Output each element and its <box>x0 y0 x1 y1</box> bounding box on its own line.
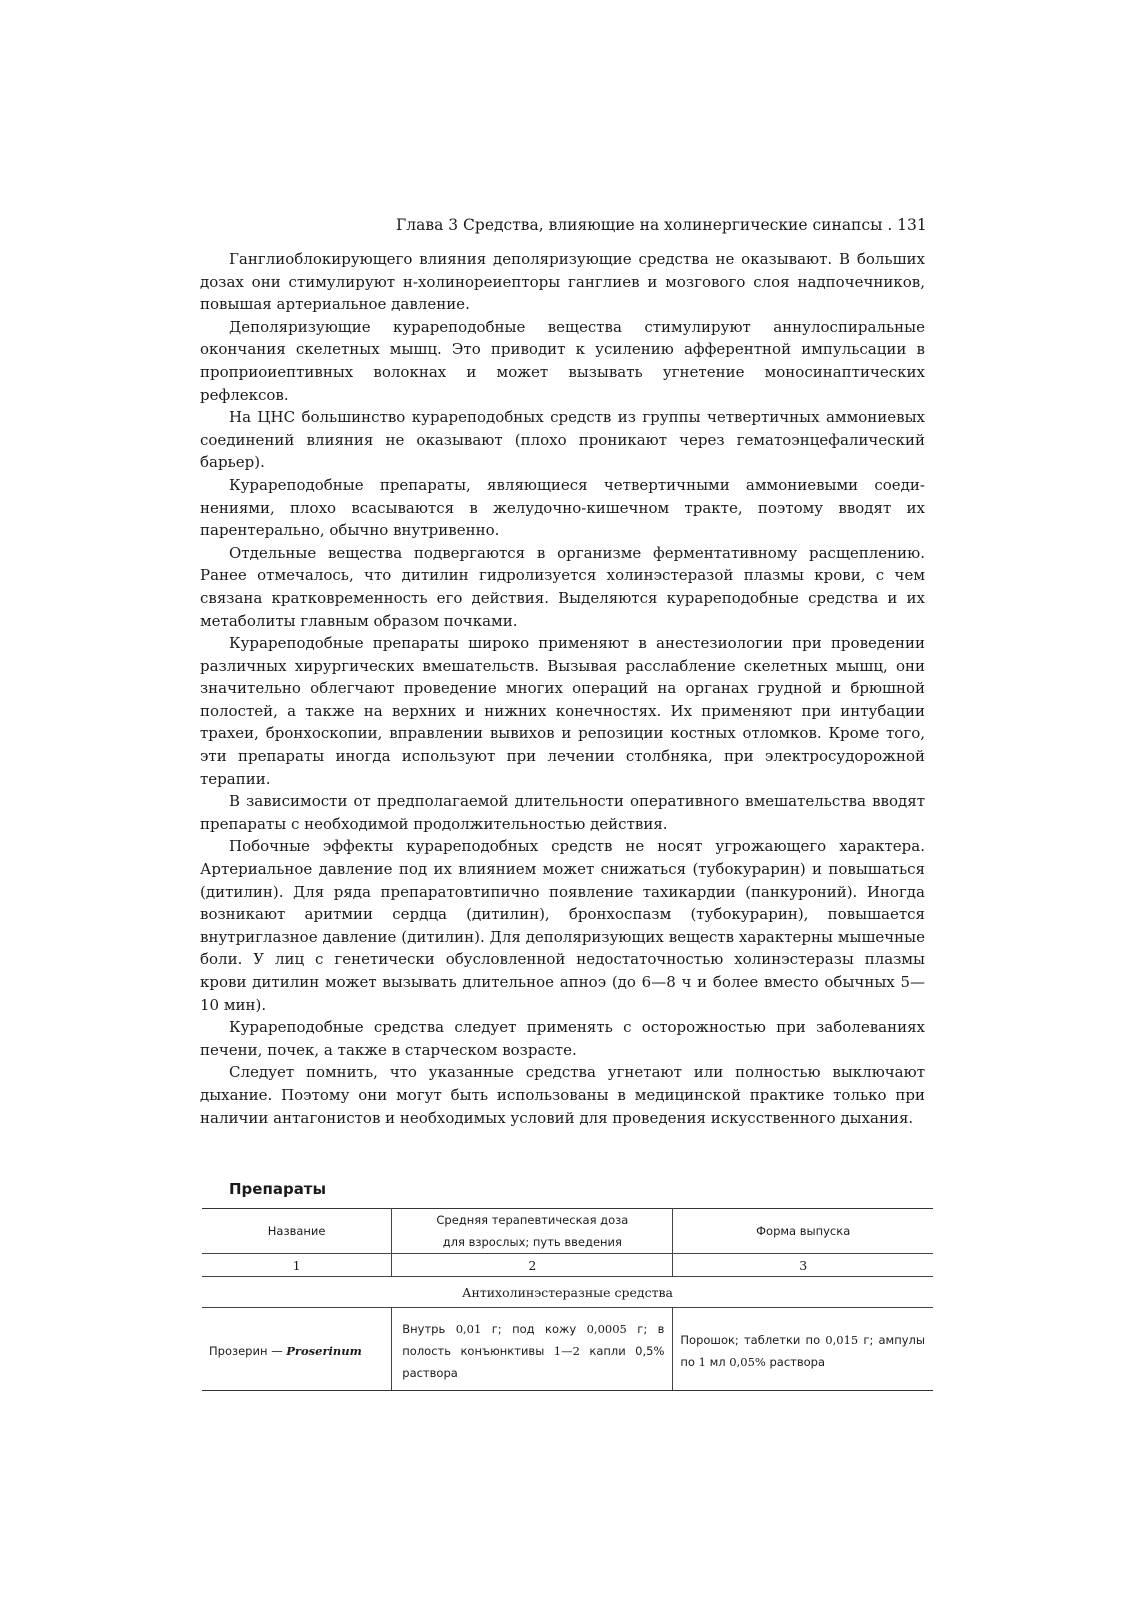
dose-number: 0,0005 <box>586 1322 627 1336</box>
paragraph: Отдельные вещества подвергаются в организме ферментативному расщеплению. Ранее отмечалось, что дитилин гидролизуется холинэстеразой плазмы крови, с чем связана кратковременность его действия. Выделяются курареподобные средства и их метаболиты главным образом почками. <box>200 543 925 630</box>
body-text <box>200 248 925 1129</box>
dose-cell <box>392 1308 673 1391</box>
header-name: Название <box>202 1209 392 1254</box>
header-dose-line2: для взрослых; путь введения <box>442 1235 622 1249</box>
paragraph: Следует помнить, что указанные средства угнетают или полностью выключают дыхание. Поэтому они могут быть использованы в медицинской практике только при наличии антагонистов и необходимых условий для проведения искусственного дыхания. <box>200 1063 925 1127</box>
form-number: 1 <box>698 1355 706 1369</box>
paragraph: В зависимости от предполагаемой длительности оперативного вмешательства вводят препараты с необходимой продолжительностью действия. <box>200 792 925 833</box>
drugs-table <box>202 1208 933 1391</box>
dose-text: г; в полость конъюнктивы <box>402 1322 665 1358</box>
paragraph: Курареподобные препараты, являющиеся четвертичными аммониевыми соединениями, плохо всасываются в желудочно-кишечном тракте, поэтому вводят их парентерально, обычно внутривенно. <box>200 475 925 540</box>
group-row <box>202 1277 933 1308</box>
form-number: 0,05% <box>729 1355 766 1369</box>
column-number: 3 <box>673 1254 933 1277</box>
paragraph: Курареподобные препараты широко применяют в анестезиологии при проведении различных хирургических вмешательств. Вызывая расслабление скелетных мышц, они значительно облегчают проведение многих операций на органах грудной и брюшной полостей, а также на верхних и нижних конечностях. Их применяют при интубации трахеи, бронхоскопии, вправлении вывихов и репозиции костных отломков. Кроме того, эти препараты иногда используют при лечении столбняка, при электросудорожной терапии. <box>200 634 925 788</box>
table-row <box>202 1308 933 1391</box>
table-header-row <box>202 1209 933 1254</box>
paragraph: Ганглиоблокирующего влияния деполяризующие средства не оказывают. В больших дозах они стимулируют н-холинореиепторы ганглиев и мозгового слоя надпочечников, повышая артериальное давление. <box>200 250 925 314</box>
section-heading: Препараты <box>229 1180 327 1198</box>
dose-text: г; под кожу <box>481 1322 587 1336</box>
form-text: г; ампулы по <box>680 1333 925 1369</box>
header-form: Форма выпуска <box>673 1209 933 1254</box>
form-text: раствора <box>765 1355 826 1369</box>
paragraph: На ЦНС большинство курареподобных средств из группы четвертичных аммониевых соединений влияния не оказывают (плохо проникают через гематоэнцефалический барьер). <box>200 408 925 472</box>
header-dose <box>392 1209 673 1254</box>
column-number: 1 <box>202 1254 392 1277</box>
form-text: мл <box>705 1355 730 1369</box>
drug-name-latin: Proserinum <box>286 1344 362 1358</box>
drug-name-ru: Прозерин — <box>209 1344 283 1358</box>
dose-number: 0,01 <box>455 1322 482 1336</box>
group-label: Антихолинэстеразные средства <box>202 1277 933 1308</box>
column-number: 2 <box>392 1254 673 1277</box>
form-cell <box>673 1308 933 1391</box>
form-text: Порошок; таблетки по <box>680 1333 826 1347</box>
dose-text: Внутрь <box>402 1322 456 1336</box>
column-number-row <box>202 1254 933 1277</box>
dose-text: капли 0,5% раствора <box>402 1344 665 1380</box>
dose-number: 1—2 <box>553 1344 580 1358</box>
header-dose-line1: Средняя терапевтическая доза <box>436 1213 629 1227</box>
running-head: Глава 3 Средства, влияющие на холинергические синапсы . 131 <box>396 216 927 234</box>
paragraph: Курареподобные средства следует применять с осторожностью при заболеваниях печени, почек, а также в старческом возрасте. <box>200 1018 925 1059</box>
paragraph: Побочные эффекты курареподобных средств не носят угрожающего характера. Артериальное давление под их влиянием может снижаться (тубокурарин) и повышаться (дитилин). Для ряда препаратовтипично появление тахикардии (панкуроний). Иногда возникают аритмии сердца (дитилин), бронхоспазм (тубокурарин), повышается внутриглазное давление (дитилин). Для деполяризующих веществ характерны мышечные боли. У лиц с генетически обусловленной недостаточностью холинэстеразы плазмы крови дитилин может вызывать длительное апноэ (до 6—8 ч и более вместо обычных 5—10 мин). <box>200 837 925 1014</box>
form-number: 0,015 <box>825 1333 859 1347</box>
drug-name-cell <box>202 1308 392 1391</box>
paragraph: Деполяризующие курареподобные вещества стимулируют аннулоспиральные окончания скелетных мышц. Это приводит к усилению афферентной импульсации в проприоиептивных волокнах и может вызывать угнетение моносинаптических рефлексов. <box>200 317 925 404</box>
